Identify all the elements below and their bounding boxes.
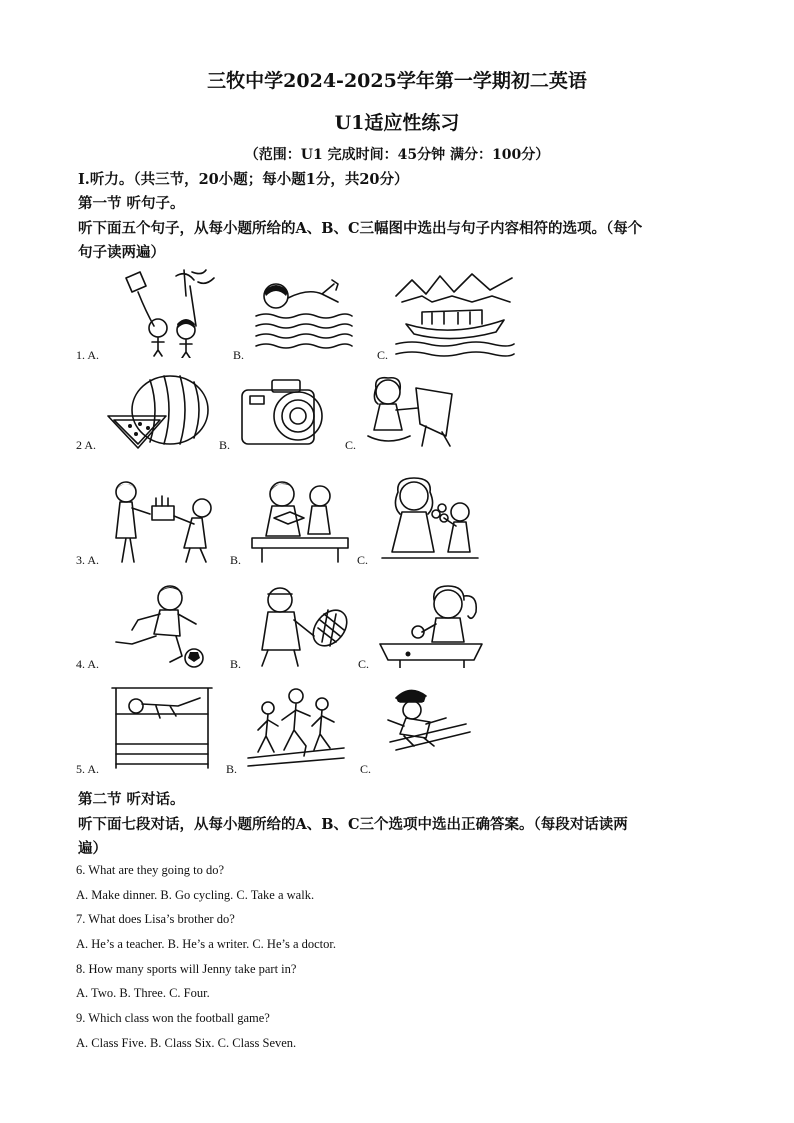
part1-instruction: 听下面五个句子，从每小题所给的A、B、C三幅图中选出与句子内容相符的选项。（每个	[78, 220, 643, 237]
girl-playing-ping-pong-picture	[378, 582, 484, 668]
row3-label-b: B.	[230, 553, 242, 567]
man-playing-tennis-picture	[248, 580, 350, 668]
mother-reading-to-girl-picture	[248, 476, 352, 564]
question-6: 6. What are they going to do?	[76, 863, 224, 877]
row1-label-b: B.	[233, 348, 245, 362]
girl-giving-flowers-picture	[378, 476, 482, 564]
exam-scope: （范围：U1 完成时间：45分钟 满分：100分）	[244, 147, 550, 163]
question-7: 7. What does Lisa’s brother do?	[76, 912, 235, 926]
row2-label-c: C.	[345, 438, 357, 452]
girl-painting-picture	[360, 374, 460, 448]
exam-title: 三牧中学2024-2025学年第一学期初二英语	[207, 70, 587, 92]
row2-label-a: 2 A.	[76, 438, 97, 452]
running-race-picture	[244, 686, 348, 772]
row3-label-c: C.	[357, 553, 369, 567]
row4-label-b: B.	[230, 657, 242, 671]
part2-instruction: 听下面七段对话，从每小题所给的A、B、C三个选项中选出正确答案。（每段对话读两	[78, 816, 628, 833]
row5-label-a: 5. A.	[76, 762, 100, 776]
kids-flying-kite-picture	[106, 266, 216, 358]
question-7-options: A. He’s a teacher. B. He’s a writer. C. He’s a doctor.	[76, 937, 336, 951]
boat-on-river-picture	[392, 266, 516, 360]
boy-giving-cake-picture	[106, 478, 218, 566]
watermelon-picture	[104, 372, 212, 452]
camera-picture	[238, 376, 330, 450]
part2-title: 第二节 听对话。	[78, 791, 185, 808]
row4-label-a: 4. A.	[76, 657, 100, 671]
part2-instruction-cont: 遍）	[78, 840, 107, 857]
row4-label-c: C.	[358, 657, 370, 671]
skiing-picture	[376, 684, 474, 758]
question-9: 9. Which class won the football game?	[76, 1011, 270, 1025]
row1-label-a: 1. A.	[76, 348, 100, 362]
question-8: 8. How many sports will Jenny take part in?	[76, 962, 297, 976]
row5-label-b: B.	[226, 762, 238, 776]
row2-label-b: B.	[219, 438, 231, 452]
high-jump-picture	[108, 684, 216, 772]
boy-swimming-picture	[252, 272, 354, 352]
part1-title: 第一节 听句子。	[78, 195, 185, 212]
boy-playing-football-picture	[108, 580, 212, 668]
question-9-options: A. Class Five. B. Class Six. C. Class Seven.	[76, 1036, 297, 1050]
row5-label-c: C.	[360, 762, 372, 776]
question-8-options: A. Two. B. Three. C. Four.	[76, 986, 210, 1000]
question-6-options: A. Make dinner. B. Go cycling. C. Take a walk.	[76, 888, 315, 902]
part1-instruction-cont: 句子读两遍）	[78, 244, 165, 261]
listening-heading: Ⅰ.听力。（共三节，20小题；每小题1分，共20分）	[78, 171, 409, 188]
exam-subtitle: U1适应性练习	[334, 112, 460, 134]
row1-label-c: C.	[377, 348, 389, 362]
row3-label-a: 3. A.	[76, 553, 100, 567]
